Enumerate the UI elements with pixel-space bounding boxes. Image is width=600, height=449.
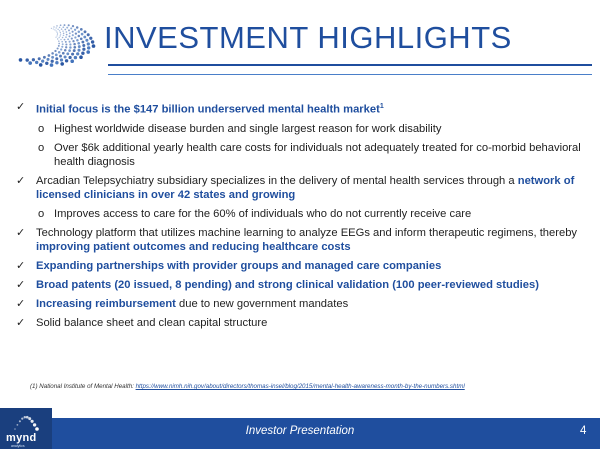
- highlights-list: [16, 100, 586, 335]
- item-text-part: Over $6k additional yearly health care costs for individuals not adequately treated for co-morbid behavioral health diagnosis: [54, 141, 581, 168]
- item-text: [16, 174, 586, 202]
- footnote: [30, 383, 590, 390]
- highlight-item: [16, 259, 586, 273]
- checkmark-icon: ✓: [16, 174, 26, 187]
- item-text-part: 1: [379, 103, 384, 110]
- item-text-part: improving patient outcomes and reducing healthcare costs: [36, 240, 351, 253]
- highlight-item: [16, 174, 586, 202]
- item-text: [54, 122, 586, 136]
- item-text-part: Initial focus is the $147 billion underserved mental health market: [36, 103, 380, 116]
- title-rule-top: [108, 64, 592, 66]
- title-rule-bottom: [108, 74, 592, 75]
- item-text-part: Improves access to care for the 60% of individuals who do not currently receive care: [54, 207, 472, 220]
- item-text: [16, 278, 586, 292]
- page-number: 4: [580, 425, 587, 437]
- item-text: [16, 226, 586, 254]
- item-text-part: due to new government mandates: [175, 297, 349, 310]
- footnote-label: (1) National Institute of Mental Health:: [30, 383, 136, 390]
- highlight-item: [16, 226, 586, 254]
- checkmark-icon: ✓: [16, 316, 26, 329]
- item-text: [16, 100, 586, 117]
- highlight-item: [16, 100, 586, 117]
- item-text-part: Solid balance sheet and clean capital structure: [36, 316, 268, 329]
- highlight-subitem: [16, 122, 586, 136]
- highlight-subitem: [16, 141, 586, 169]
- item-text-part: Increasing reimbursement: [36, 297, 176, 310]
- sub-bullet-icon: o: [38, 141, 45, 154]
- item-text-part: network of licensed clinicians in over 42 states and growing: [36, 174, 575, 201]
- highlight-item: [16, 316, 586, 330]
- checkmark-icon: ✓: [16, 101, 26, 113]
- highlight-subitem: [16, 207, 586, 221]
- dotted-swirl-logo-icon: [0, 0, 100, 68]
- item-text-part: Technology platform that utilizes machine learning to analyze EEGs and inform therapeutic regimens, thereby: [36, 226, 578, 239]
- item-text: [16, 297, 586, 311]
- logo-word: mynd: [6, 432, 37, 444]
- footer-title: Investor Presentation: [245, 425, 355, 437]
- item-text: [16, 259, 586, 273]
- item-text: [16, 316, 586, 330]
- checkmark-icon: ✓: [16, 226, 26, 239]
- checkmark-icon: ✓: [16, 297, 26, 310]
- checkmark-icon: ✓: [16, 259, 26, 272]
- sub-bullet-icon: o: [38, 122, 45, 135]
- page-title: INVESTMENT HIGHLIGHTS: [104, 20, 512, 55]
- highlight-item: [16, 297, 586, 311]
- item-text-part: Expanding partnerships with provider groups and managed care companies: [36, 259, 442, 272]
- item-text-part: Arcadian Telepsychiatry subsidiary specializes in the delivery of mental health services through a: [36, 174, 518, 187]
- item-text: [54, 141, 586, 169]
- item-text-part: Highest worldwide disease burden and single largest reason for work disability: [54, 122, 442, 135]
- sub-bullet-icon: o: [38, 207, 45, 220]
- item-text-part: Broad patents (20 issued, 8 pending) and strong clinical validation (100 peer-reviewed studies): [36, 278, 539, 291]
- checkmark-icon: ✓: [16, 278, 26, 291]
- logo-subword: analytics: [11, 444, 25, 448]
- footnote-link[interactable]: https://www.nimh.nih.gov/about/directors/thomas-insel/blog/2015/mental-health-awareness-month-by-the-numbers.shtml: [135, 383, 465, 390]
- highlight-item: [16, 278, 586, 292]
- item-text: [54, 207, 586, 221]
